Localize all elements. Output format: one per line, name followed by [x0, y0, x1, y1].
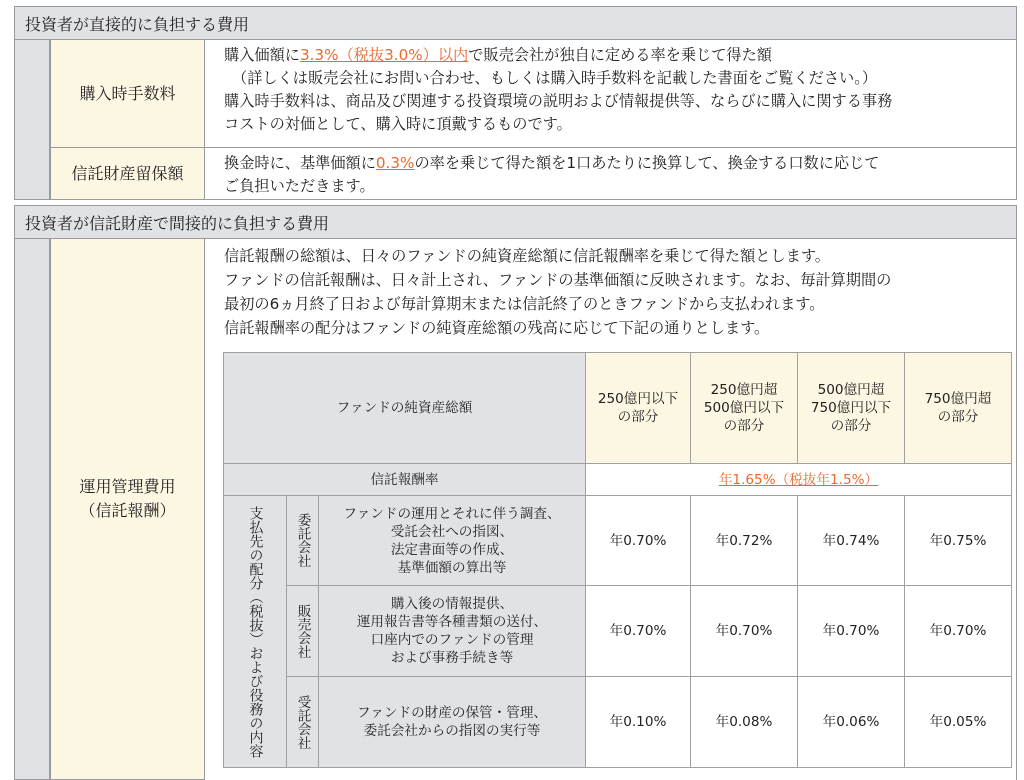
service-description — [319, 586, 586, 677]
rate-label: 信託報酬率 — [224, 464, 586, 496]
text: 購入価額に — [224, 46, 300, 64]
rate-cell: 年0.70% — [586, 586, 691, 677]
retention-line1 — [224, 152, 1006, 175]
text: の率を乗じて得た額を1口あたりに換算して、換金する口数に応じて — [414, 154, 880, 172]
service-line: 基準価額の算出等 — [397, 559, 507, 576]
table-row — [224, 496, 1012, 586]
tier-header — [691, 353, 798, 464]
management-fee-desc-line: 信託報酬の総額は、日々のファンドの純資産総額に信託報酬率を乗じて得た額とします。 — [224, 247, 830, 265]
rate-cell: 年0.08% — [691, 677, 798, 768]
allocation-side-label — [224, 496, 287, 768]
rate-cell: 年0.70% — [691, 586, 798, 677]
service-line: 委託会社からの指図の実行等 — [363, 723, 541, 739]
fee-allocation-table — [223, 352, 1012, 768]
purchase-fee-label — [50, 40, 205, 148]
service-line: ファンドの財産の保管・管理、 — [356, 705, 548, 721]
purchase-fee-rate: 3.3%（税抜3.0%）以内 — [299, 46, 469, 64]
retention-label-text: 信託財産留保額 — [71, 163, 184, 183]
tier-line: 500億円以下 — [703, 400, 785, 416]
payee-text: 受託会社 — [294, 694, 311, 750]
service-line: 法定書面等の作成、 — [390, 541, 514, 558]
rate-row — [224, 464, 1012, 496]
tier-line: の部分 — [830, 418, 872, 434]
allocation-side-label-text: 支払先の配分（税抜）および役務の内容 — [247, 505, 264, 758]
section-strip — [14, 239, 50, 780]
table-row — [224, 586, 1012, 677]
management-fee-label-text — [79, 475, 175, 523]
tier-header — [798, 353, 905, 464]
service-line: 購入後の情報提供、 — [390, 596, 514, 612]
management-fee-desc-line: ファンドの信託報酬は、日々計上され、ファンドの基準価額に反映されます。なお、毎計算期間の — [224, 271, 892, 289]
service-line: 受託会社への指図、 — [390, 523, 514, 540]
table-header-row — [224, 353, 1012, 464]
service-line: 口座内でのファンドの管理 — [370, 632, 534, 648]
section-header-direct-costs — [14, 6, 1017, 40]
purchase-fee-line1 — [224, 44, 1006, 67]
tier-line: 250億円以下 — [597, 391, 679, 407]
purchase-fee-line3: 購入時手数料は、商品及び関連する投資環境の説明および情報提供等、ならびに購入に関する事務 — [224, 92, 893, 110]
tier-header — [586, 353, 691, 464]
rate-cell: 年0.70% — [798, 586, 905, 677]
rate-cell: 年0.74% — [798, 496, 905, 586]
label-line: （信託報酬） — [79, 501, 176, 520]
payee-text: 委託会社 — [294, 513, 311, 568]
service-line: 運用報告書等各種書類の送付、 — [356, 614, 548, 630]
purchase-fee-line2: （詳しくは販売会社にお問い合わせ、もしくは購入時手数料を記載した書面をご覧ください。） — [232, 69, 878, 87]
section-header-indirect-costs — [14, 205, 1017, 239]
rate-cell: 年0.70% — [586, 496, 691, 586]
trust-fee-rate: 年1.65%（税抜年1.5%） — [718, 471, 879, 488]
service-line: および事務手続き等 — [390, 650, 514, 666]
payee-text: 販売会社 — [294, 603, 311, 659]
management-fee-desc-line: 信託報酬率の配分はファンドの純資産総額の残高に応じて下記の通りとします。 — [224, 319, 770, 337]
rate-cell: 年0.75% — [905, 496, 1012, 586]
retention-description — [205, 148, 1017, 200]
text: 換金時に、基準価額に — [224, 154, 376, 172]
rate-value-cell — [586, 464, 1012, 496]
service-description — [319, 677, 586, 768]
purchase-fee-description — [205, 40, 1017, 148]
section-title: 投資者が信託財産で間接的に負担する費用 — [25, 213, 330, 233]
tier-line: の部分 — [937, 409, 979, 425]
retention-line2: ご負担いただきます。 — [224, 177, 375, 195]
service-line: ファンドの運用とそれに伴う調査、 — [343, 505, 561, 522]
service-description — [319, 496, 586, 586]
rate-cell: 年0.06% — [798, 677, 905, 768]
net-assets-header: ファンドの純資産総額 — [224, 353, 586, 464]
rate-cell: 年0.10% — [586, 677, 691, 768]
payee-label — [287, 586, 319, 677]
payee-label — [287, 496, 319, 586]
section-strip — [14, 40, 50, 200]
tier-line: 250億円超 — [710, 382, 778, 398]
section-title: 投資者が直接的に負担する費用 — [25, 14, 250, 34]
rate-cell: 年0.05% — [905, 677, 1012, 768]
text: で販売会社が独自に定める率を乗じて得た額 — [468, 46, 772, 64]
table-row — [224, 677, 1012, 768]
tier-header — [905, 353, 1012, 464]
tier-line: 750億円以下 — [810, 400, 892, 416]
rate-cell: 年0.72% — [691, 496, 798, 586]
tier-line: 500億円超 — [817, 382, 885, 398]
tier-line: の部分 — [617, 409, 659, 425]
rate-cell: 年0.70% — [905, 586, 1012, 677]
purchase-fee-label-text: 購入時手数料 — [79, 83, 176, 103]
retention-rate: 0.3% — [375, 154, 415, 172]
management-fee-desc-line: 最初の6ヵ月終了日および毎計算期末または信託終了のときファンドから支払われます。 — [224, 295, 825, 313]
payee-label — [287, 677, 319, 768]
tier-line: の部分 — [723, 418, 765, 434]
label-line: 運用管理費用 — [79, 477, 176, 496]
tier-line: 750億円超 — [924, 391, 992, 407]
retention-label — [50, 148, 205, 200]
management-fee-label — [50, 239, 205, 780]
purchase-fee-line4: コストの対価として、購入時に頂戴するものです。 — [224, 115, 572, 133]
